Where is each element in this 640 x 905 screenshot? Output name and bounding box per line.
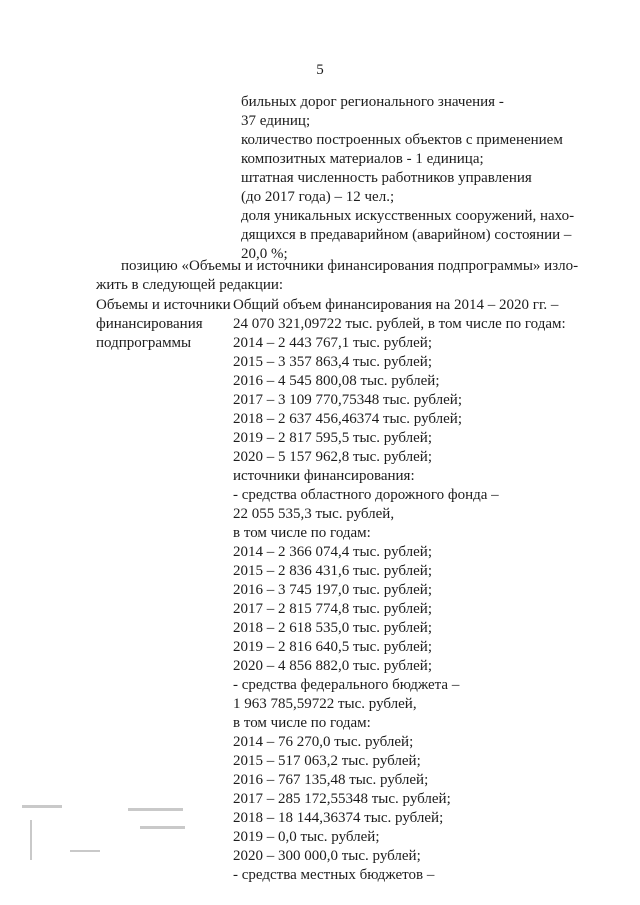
funding-line: 2018 – 2 618 535,0 тыс. рублей;	[233, 620, 432, 636]
text-line: 20,0 %;	[241, 246, 288, 262]
text-line: штатная численность работников управления	[241, 170, 532, 186]
funding-line: 2014 – 2 366 074,4 тыс. рублей;	[233, 544, 432, 560]
funding-line: - средства местных бюджетов –	[233, 867, 435, 883]
text-line: дящихся в предаварийном (аварийном) состоянии –	[241, 227, 572, 243]
funding-line: 2017 – 2 815 774,8 тыс. рублей;	[233, 601, 432, 617]
funding-line: 1 963 785,59722 тыс. рублей,	[233, 696, 417, 712]
funding-line: 2017 – 285 172,55348 тыс. рублей;	[233, 791, 451, 807]
funding-line: в том числе по годам:	[233, 715, 371, 731]
funding-label	[96, 296, 231, 353]
funding-line: 2019 – 0,0 тыс. рублей;	[233, 829, 380, 845]
funding-line: 24 070 321,09722 тыс. рублей, в том числе по годам:	[233, 316, 566, 332]
text-line: доля уникальных искусственных сооружений, нахо-	[241, 208, 575, 224]
funding-line: 22 055 535,3 тыс. рублей,	[233, 506, 395, 522]
funding-line: 2019 – 2 817 595,5 тыс. рублей;	[233, 430, 432, 446]
funding-line: 2016 – 4 545 800,08 тыс. рублей;	[233, 373, 440, 389]
label-line: подпрограммы	[96, 335, 192, 351]
funding-line: 2019 – 2 816 640,5 тыс. рублей;	[233, 639, 432, 655]
funding-line: 2015 – 2 836 431,6 тыс. рублей;	[233, 563, 432, 579]
intro-line: жить в следующей редакции:	[96, 277, 284, 293]
funding-line: 2020 – 300 000,0 тыс. рублей;	[233, 848, 421, 864]
funding-line: источники финансирования:	[233, 468, 415, 484]
funding-line: 2018 – 18 144,36374 тыс. рублей;	[233, 810, 444, 826]
label-line: финансирования	[96, 316, 203, 332]
page-number: 5	[316, 62, 324, 78]
funding-line: 2016 – 3 745 197,0 тыс. рублей;	[233, 582, 432, 598]
funding-line: 2014 – 76 270,0 тыс. рублей;	[233, 734, 414, 750]
text-line: бильных дорог регионального значения -	[241, 94, 504, 110]
text-line: количество построенных объектов с применением	[241, 132, 563, 148]
indicators-continuation	[241, 93, 601, 264]
funding-line: 2015 – 517 063,2 тыс. рублей;	[233, 753, 421, 769]
amendment-intro	[96, 257, 601, 295]
funding-line: 2017 – 3 109 770,75348 тыс. рублей;	[233, 392, 462, 408]
funding-line: - средства областного дорожного фонда –	[233, 487, 499, 503]
funding-line: 2015 – 3 357 863,4 тыс. рублей;	[233, 354, 432, 370]
intro-line: позицию «Объемы и источники финансирования подпрограммы» изло-	[121, 258, 579, 274]
funding-line: - средства федерального бюджета –	[233, 677, 460, 693]
funding-line: 2016 – 767 135,48 тыс. рублей;	[233, 772, 429, 788]
funding-line: 2014 – 2 443 767,1 тыс. рублей;	[233, 335, 432, 351]
funding-line: 2018 – 2 637 456,46374 тыс. рублей;	[233, 411, 462, 427]
funding-line: в том числе по годам:	[233, 525, 371, 541]
funding-line: 2020 – 4 856 882,0 тыс. рублей;	[233, 658, 432, 674]
text-line: композитных материалов - 1 единица;	[241, 151, 484, 167]
funding-line: Общий объем финансирования на 2014 – 2020 гг. –	[233, 297, 559, 313]
text-line: 37 единиц;	[241, 113, 311, 129]
text-line: (до 2017 года) – 12 чел.;	[241, 189, 395, 205]
funding-details	[233, 296, 603, 885]
label-line: Объемы и источники	[96, 297, 231, 313]
funding-line: 2020 – 5 157 962,8 тыс. рублей;	[233, 449, 432, 465]
